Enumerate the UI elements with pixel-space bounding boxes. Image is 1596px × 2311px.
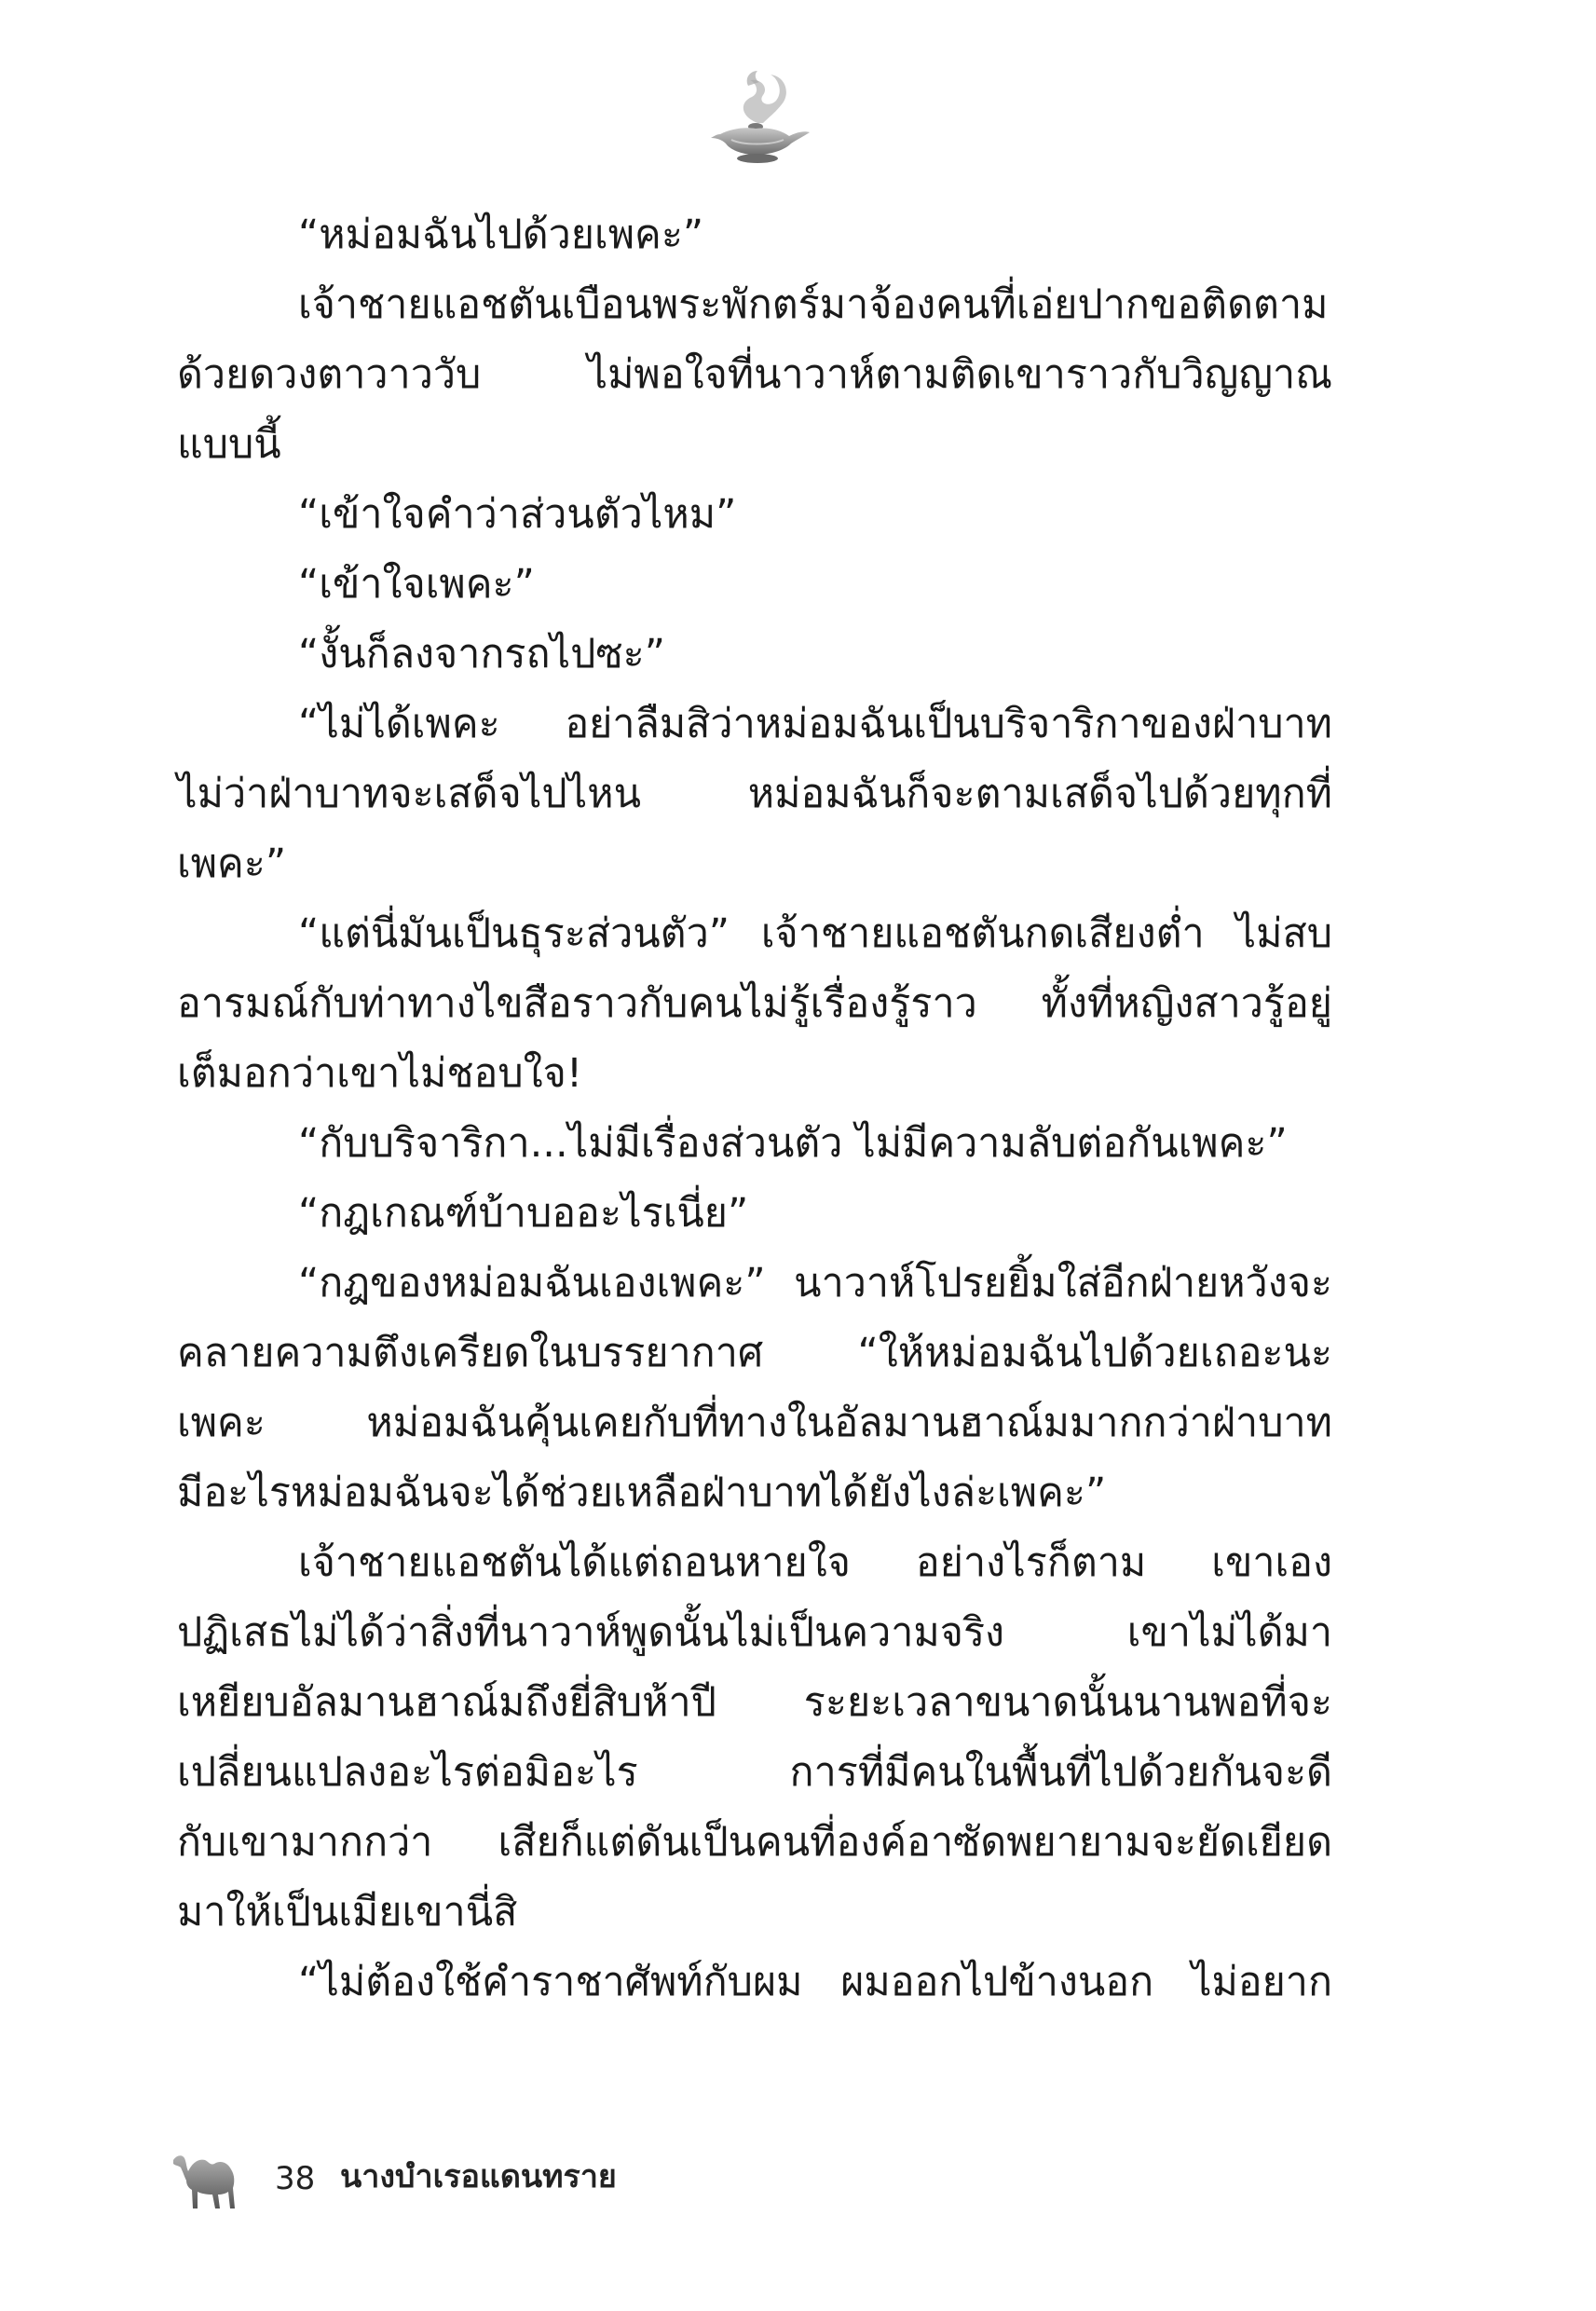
text-line: เจ้าชายแอชตันได้แต่ถอนหายใจ อย่างไรก็ตาม เขาเอง (298, 1539, 1332, 1586)
text-line: มีอะไรหม่อมฉันจะได้ช่วยเหลือฝ่าบาทได้ยังไงล่ะเพคะ” (177, 1470, 1107, 1516)
text-line: “กฎของหม่อมฉันเองเพคะ” นาวาห์โปรยยิ้มใส่อีกฝ่ายหวังจะ (298, 1260, 1332, 1306)
text-line: ไม่ว่าฝ่าบาทจะเสด็จไปไหน หม่อมฉันก็จะตามเสด็จไปด้วยทุกที่ (177, 771, 1332, 817)
text-line: ปฏิเสธไม่ได้ว่าสิ่งที่นาวาห์พูดนั้นไม่เป็นความจริง เขาไม่ได้มา (177, 1609, 1332, 1656)
text-line: มาให้เป็นเมียเขานี่สิ (177, 1889, 518, 1935)
page-number: 38 (275, 2160, 316, 2197)
text-line: “แต่นี่มันเป็นธุระส่วนตัว” เจ้าชายแอชตันกดเสียงต่ำ ไม่สบ (298, 910, 1332, 957)
text-line: “กับบริจาริกา...ไม่มีเรื่องส่วนตัว ไม่มีความลับต่อกันเพคะ” (298, 1120, 1288, 1167)
text-line: เหยียบอัลมานฮาณ์มถึงยี่สิบห้าปี ระยะเวลาขนาดนั้นนานพอที่จะ (177, 1679, 1332, 1726)
camel-icon (168, 2143, 242, 2213)
text-line: คลายความตึงเครียดในบรรยากาศ “ให้หม่อมฉันไปด้วยเถอะนะ (177, 1330, 1332, 1376)
body-text (177, 200, 1332, 2017)
text-line: “กฎเกณฑ์บ้าบออะไรเนี่ย” (298, 1190, 749, 1237)
genie-lamp-icon (703, 65, 815, 168)
text-line: แบบนี้ (177, 421, 281, 468)
text-line: “ไม่ได้เพคะ อย่าลืมสิว่าหม่อมฉันเป็นบริจาริกาของฝ่าบาท (298, 701, 1332, 747)
text-line: “เข้าใจคำว่าส่วนตัวไหม” (298, 491, 737, 538)
text-line: เพคะ หม่อมฉันคุ้นเคยกับที่ทางในอัลมานฮาณ์มมากกว่าฝ่าบาท (177, 1400, 1332, 1446)
text-line: “งั้นก็ลงจากรถไปซะ” (298, 631, 666, 677)
text-line: กับเขามากกว่า เสียก็แต่ดันเป็นคนที่องค์อาซัดพยายามจะยัดเยียด (177, 1819, 1332, 1866)
text-line: เปลี่ยนแปลงอะไรต่อมิอะไร การที่มีคนในพื้นที่ไปด้วยกันจะดี (177, 1749, 1332, 1796)
text-line: “ไม่ต้องใช้คำราชาศัพท์กับผม ผมออกไปข้างนอก ไม่อยาก (298, 1959, 1332, 2005)
text-line: “หม่อมฉันไปด้วยเพคะ” (298, 212, 704, 258)
text-line: “เข้าใจเพคะ” (298, 561, 535, 608)
text-line: เพคะ” (177, 841, 287, 887)
book-title: นางบำเรอแดนทราย (340, 2158, 617, 2195)
page-footer (168, 2143, 820, 2218)
text-line: เจ้าชายแอชตันเบือนพระพักตร์มาจ้องคนที่เอ่ยปากขอติดตาม (298, 281, 1329, 328)
text-line: เต็มอกว่าเขาไม่ชอบใจ! (177, 1050, 583, 1097)
text-line: อารมณ์กับท่าทางไขสือราวกับคนไม่รู้เรื่องรู้ราว ทั้งที่หญิงสาวรู้อยู่ (177, 980, 1332, 1027)
text-line: ด้วยดวงตาวาววับ ไม่พอใจที่นาวาห์ตามติดเขาราวกับวิญญาณ (177, 351, 1332, 398)
